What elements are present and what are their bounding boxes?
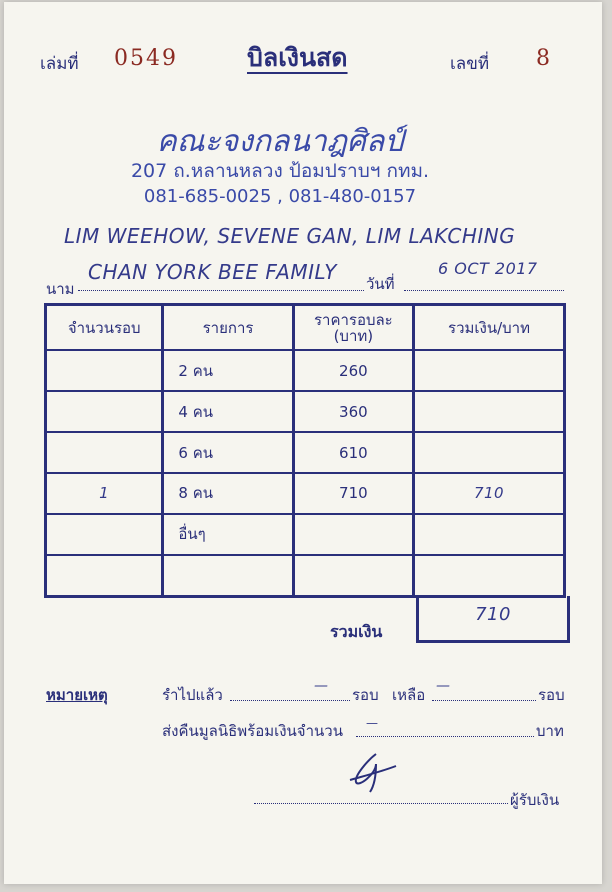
row-item [163,555,293,597]
book-number: 0549 [114,46,178,71]
remarks-done-label: รำไปแล้ว [162,686,223,704]
remarks-left-value: — [436,678,451,694]
remarks-done-value: — [314,678,329,694]
row-item: 2 คน [163,350,293,391]
name-label: นาม [46,280,75,298]
row-qty [46,514,163,555]
table-header-row [46,305,565,351]
remarks-label: หมายเหตุ [46,686,108,704]
remarks-baht-label: บาท [536,722,564,740]
book-label: เล่มที่ [40,54,79,74]
total-label: รวมเงิน [330,622,383,641]
receiver-dotline [254,802,508,804]
remarks-done-dotline [230,699,350,701]
page-title: บิลเงินสด [247,43,348,72]
remarks-left-label: เหลือ [392,686,426,704]
row-amount [414,555,565,597]
row-price: 260 [293,350,413,391]
table-row [46,350,565,391]
total-value: 710 [475,604,511,625]
signature-mark [346,750,402,794]
total-box [416,596,570,643]
remarks-left-dotline [432,699,536,701]
date-value: 6 OCT 2017 [438,259,538,278]
row-price [293,555,413,597]
row-price: 610 [293,432,413,473]
shop-address: 207 ถ.หลานหลวง ป้อมปราบฯ กทม. [130,160,430,182]
table-row [46,514,565,555]
row-amount: 710 [414,473,565,514]
row-item: 4 คน [163,391,293,432]
date-label: วันที่ [366,275,395,293]
row-price: 710 [293,473,413,514]
header-price-line1: ราคารอบละ [313,310,393,329]
row-qty [46,432,163,473]
row-qty: 1 [46,473,163,514]
table-row [46,432,565,473]
remarks-return-value: — [366,716,379,730]
row-amount [414,391,565,432]
row-item: 6 คน [163,432,293,473]
header-item: รายการ [163,305,293,351]
remarks-round-label-2: รอบ [538,686,565,704]
row-item: 8 คน [163,473,293,514]
row-price: 360 [293,391,413,432]
no-value: 8 [536,46,550,71]
shop-phones: 081-685-0025 , 081-480-0157 [143,186,417,207]
shop-name: คณะจงกลนาฎศิลป์ [156,124,404,159]
row-qty [46,350,163,391]
header-price-line2: (บาท) [333,326,374,345]
header-qty: จำนวนรอบ [46,305,163,351]
row-item: อื่นๆ [163,514,293,555]
remarks-return-dotline [356,735,534,737]
table-row [46,391,565,432]
items-table [44,303,566,598]
header-price [293,305,413,351]
row-amount [414,432,565,473]
row-price [293,514,413,555]
table-row [46,555,565,597]
date-dotline [404,289,564,291]
remarks-round-label: รอบ [352,686,379,704]
row-qty [46,391,163,432]
no-label: เลขที่ [450,54,490,74]
row-amount [414,514,565,555]
table-row [46,473,565,514]
receiver-label: ผู้รับเงิน [510,791,560,809]
row-qty [46,555,163,597]
customer-names-line: LIM WEEHOW, SEVENE GAN, LIM LAKCHING [64,224,516,248]
row-amount [414,350,565,391]
remarks-return-label: ส่งคืนมูลนิธิพร้อมเงินจำนวน [162,722,343,740]
customer-name: CHAN YORK BEE FAMILY [88,260,337,284]
header-amount: รวมเงิน/บาท [414,305,565,351]
name-dotline [78,289,364,291]
